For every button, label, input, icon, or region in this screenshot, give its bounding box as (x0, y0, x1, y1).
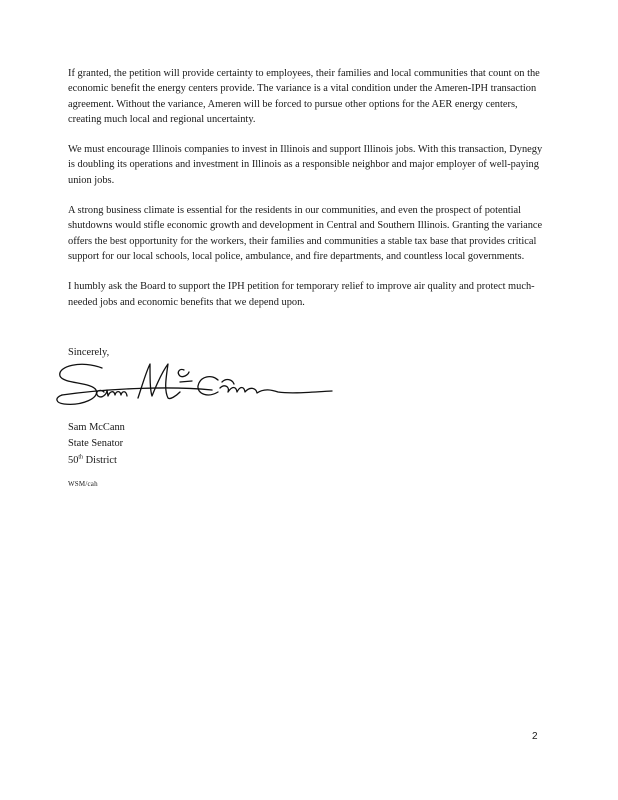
typist-initials: WSM/cah (68, 480, 98, 488)
signer-district (68, 453, 125, 469)
signature-block (68, 420, 125, 469)
handwritten-signature (52, 358, 337, 414)
paragraph-petition-certainty: If granted, the petition will provide certainty to employees, their families and local communities that count on the economic benefit the energy centers provide. The variance is a vital condition under the Ameren-IPH transaction agreement. Without the variance, Ameren will be forced to pursue other options for the AER energy centers, creating much local and regional uncertainty. (68, 68, 540, 125)
paragraph-encourage-investment: We must encourage Illinois companies to invest in Illinois and support Illinois jobs. With this transaction, Dynegy is doubling its operations and investment in Illinois as a responsible neighbor and major employer of well-paying union jobs. (68, 144, 543, 186)
paragraph-business-climate: A strong business climate is essential for the residents in our communities, and even the prospect of potential shutdowns would stifle economic growth and development in Central and Southern Illinois. Granting the variance offers the best opportunity for the workers, their families and communities a stable tax base that provides critical support for our local schools, local police, ambulance, and fire departments, and countless local governments. (68, 205, 543, 262)
signer-name: Sam McCann (68, 422, 125, 433)
district-number: 50 (68, 454, 79, 466)
letter-body (68, 66, 550, 325)
paragraph-humble-request: I humbly ask the Board to support the IPH petition for temporary relief to improve air quality and protect much-needed jobs and economic benefits that we depend upon. (68, 281, 535, 308)
closing-salutation: Sincerely, (68, 347, 110, 358)
district-suffix: th (78, 454, 84, 461)
signer-title: State Senator (68, 438, 124, 450)
district-word: District (85, 454, 117, 466)
page-number: 2 (532, 731, 538, 742)
